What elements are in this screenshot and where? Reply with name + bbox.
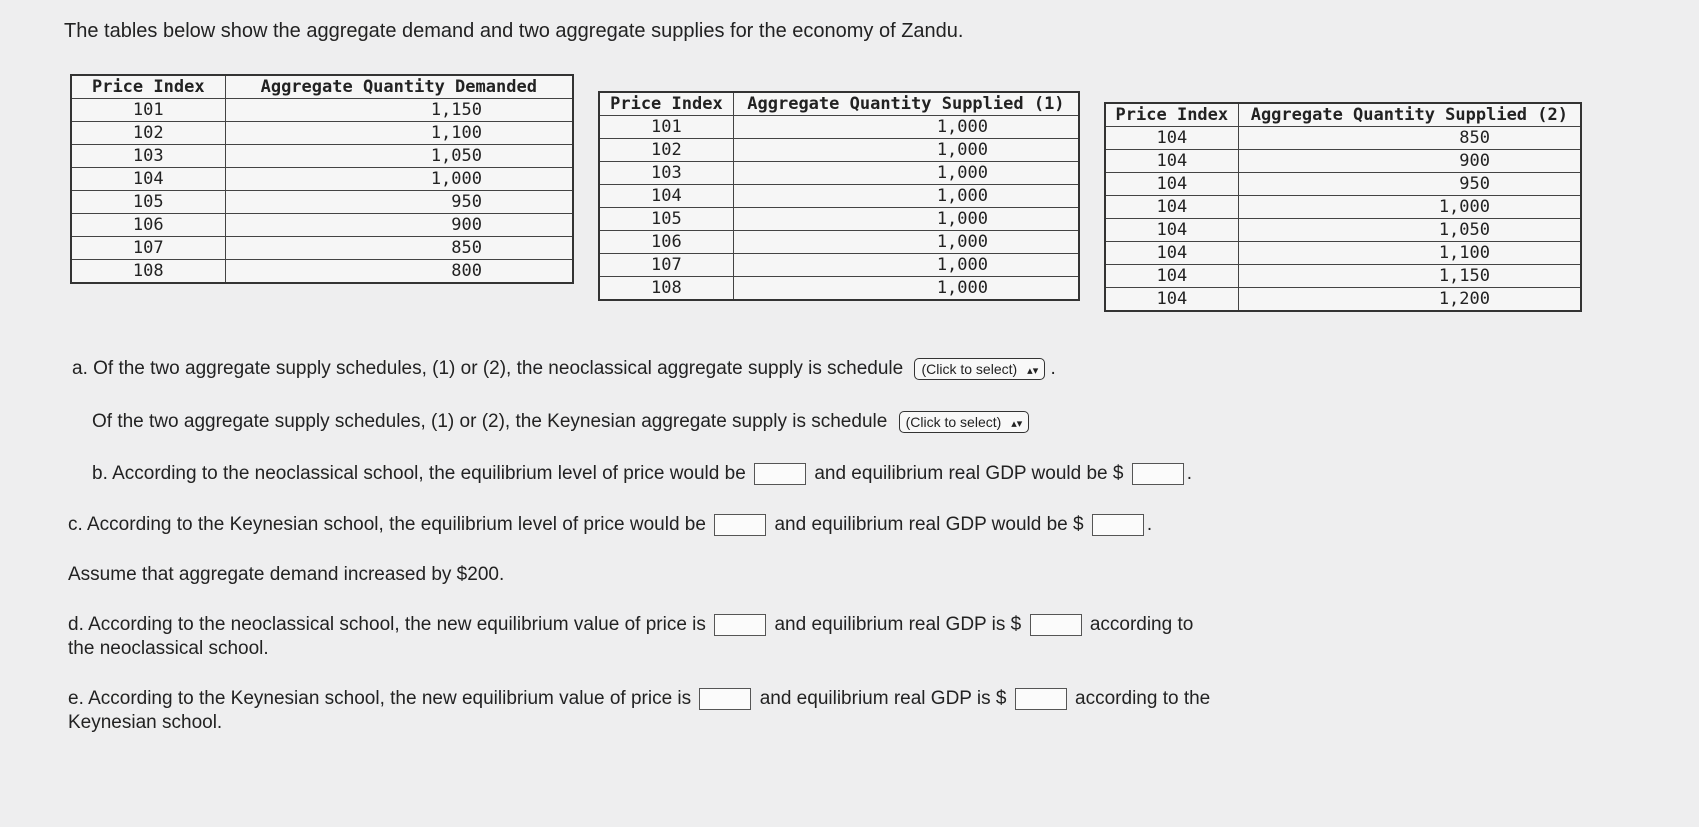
aggregate-supply-2-table bbox=[1104, 102, 1582, 312]
price-index-cell: 103 bbox=[599, 162, 733, 185]
question-a2: Of the two aggregate supply schedules, (1) or (2), the Keynesian aggregate supply is schedule (Click to select) ▴▾ bbox=[92, 411, 1029, 433]
quantity-cell: 950 bbox=[1238, 173, 1581, 196]
quantity-cell: 1,000 bbox=[733, 254, 1079, 277]
col-price-index: Price Index bbox=[71, 75, 225, 99]
price-index-cell: 105 bbox=[71, 191, 225, 214]
table-row bbox=[599, 254, 1079, 277]
quantity-cell: 1,100 bbox=[225, 122, 573, 145]
table-row bbox=[1105, 288, 1581, 312]
assume-text: Assume that aggregate demand increased by $200. bbox=[68, 564, 505, 585]
keynesian-gdp-input[interactable] bbox=[1092, 514, 1144, 536]
table-row bbox=[599, 231, 1079, 254]
table-row bbox=[1105, 219, 1581, 242]
aggregate-demand-table bbox=[70, 74, 574, 284]
quantity-cell: 1,000 bbox=[733, 208, 1079, 231]
intro-text: The tables below show the aggregate demand and two aggregate supplies for the economy of Zandu. bbox=[64, 20, 964, 42]
table-row bbox=[1105, 242, 1581, 265]
quantity-cell: 950 bbox=[225, 191, 573, 214]
quantity-cell: 1,000 bbox=[225, 168, 573, 191]
keynesian-schedule-select[interactable]: (Click to select) ▴▾ bbox=[899, 411, 1030, 433]
updown-icon: ▴▾ bbox=[1027, 365, 1039, 377]
quantity-cell: 1,000 bbox=[733, 162, 1079, 185]
updown-icon: ▴▾ bbox=[1011, 418, 1023, 430]
keynesian-price-input[interactable] bbox=[714, 514, 766, 536]
price-index-cell: 104 bbox=[1105, 150, 1238, 173]
col-quantity-demanded: Aggregate Quantity Demanded bbox=[225, 75, 573, 99]
table-row bbox=[599, 139, 1079, 162]
price-index-cell: 103 bbox=[71, 145, 225, 168]
quantity-cell: 1,200 bbox=[1238, 288, 1581, 312]
neoclassical-gdp-input[interactable] bbox=[1132, 463, 1184, 485]
table-row bbox=[599, 185, 1079, 208]
price-index-cell: 104 bbox=[599, 185, 733, 208]
quantity-cell: 1,150 bbox=[1238, 265, 1581, 288]
price-index-cell: 106 bbox=[71, 214, 225, 237]
new-keynesian-price-input[interactable] bbox=[699, 688, 751, 710]
quantity-cell: 1,000 bbox=[733, 139, 1079, 162]
table-row bbox=[1105, 265, 1581, 288]
price-index-cell: 107 bbox=[599, 254, 733, 277]
quantity-cell: 800 bbox=[225, 260, 573, 284]
table-row bbox=[599, 277, 1079, 301]
question-c: c. According to the Keynesian school, the equilibrium level of price would be and equilibrium real GDP would be $ . bbox=[68, 514, 1153, 536]
table-row bbox=[71, 99, 573, 122]
table-row bbox=[71, 168, 573, 191]
col-quantity-supplied-2: Aggregate Quantity Supplied (2) bbox=[1238, 103, 1581, 127]
aggregate-supply-1-table bbox=[598, 91, 1080, 301]
quantity-cell: 1,050 bbox=[1238, 219, 1581, 242]
new-neoclassical-price-input[interactable] bbox=[714, 614, 766, 636]
price-index-cell: 108 bbox=[71, 260, 225, 284]
price-index-cell: 104 bbox=[1105, 173, 1238, 196]
quantity-cell: 900 bbox=[1238, 150, 1581, 173]
price-index-cell: 104 bbox=[1105, 242, 1238, 265]
col-price-index: Price Index bbox=[1105, 103, 1238, 127]
price-index-cell: 101 bbox=[71, 99, 225, 122]
table-row bbox=[1105, 173, 1581, 196]
table-row bbox=[599, 162, 1079, 185]
price-index-cell: 104 bbox=[1105, 265, 1238, 288]
question-d-line2: the neoclassical school. bbox=[68, 638, 269, 659]
table-row bbox=[599, 208, 1079, 231]
col-price-index: Price Index bbox=[599, 92, 733, 116]
quantity-cell: 900 bbox=[225, 214, 573, 237]
price-index-cell: 104 bbox=[1105, 288, 1238, 312]
question-a1: a. Of the two aggregate supply schedules, (1) or (2), the neoclassical aggregate supply is schedule (Click to select) ▴▾ . bbox=[72, 358, 1056, 380]
quantity-cell: 1,000 bbox=[733, 231, 1079, 254]
table-row bbox=[71, 214, 573, 237]
new-keynesian-gdp-input[interactable] bbox=[1015, 688, 1067, 710]
table-row bbox=[1105, 127, 1581, 150]
quantity-cell: 1,050 bbox=[225, 145, 573, 168]
price-index-cell: 102 bbox=[599, 139, 733, 162]
table-row bbox=[71, 122, 573, 145]
price-index-cell: 101 bbox=[599, 116, 733, 139]
price-index-cell: 104 bbox=[1105, 127, 1238, 150]
price-index-cell: 104 bbox=[71, 168, 225, 191]
neoclassical-price-input[interactable] bbox=[754, 463, 806, 485]
price-index-cell: 102 bbox=[71, 122, 225, 145]
neoclassical-schedule-select[interactable]: (Click to select) ▴▾ bbox=[914, 358, 1045, 380]
quantity-cell: 1,000 bbox=[1238, 196, 1581, 219]
table-row bbox=[71, 260, 573, 284]
price-index-cell: 105 bbox=[599, 208, 733, 231]
quantity-cell: 1,100 bbox=[1238, 242, 1581, 265]
question-e-line2: Keynesian school. bbox=[68, 712, 223, 733]
question-b: b. According to the neoclassical school, the equilibrium level of price would be and equilibrium real GDP would be $ . bbox=[92, 463, 1192, 485]
quantity-cell: 1,000 bbox=[733, 185, 1079, 208]
table-row bbox=[1105, 196, 1581, 219]
price-index-cell: 106 bbox=[599, 231, 733, 254]
table-row bbox=[71, 237, 573, 260]
quantity-cell: 1,150 bbox=[225, 99, 573, 122]
question-e: e. According to the Keynesian school, the new equilibrium value of price is and equilibrium real GDP is $ according to the bbox=[68, 688, 1211, 710]
table-row bbox=[599, 116, 1079, 139]
quantity-cell: 1,000 bbox=[733, 116, 1079, 139]
quantity-cell: 1,000 bbox=[733, 277, 1079, 301]
price-index-cell: 107 bbox=[71, 237, 225, 260]
question-d: d. According to the neoclassical school, the new equilibrium value of price is and equilibrium real GDP is $ according to bbox=[68, 614, 1194, 636]
new-neoclassical-gdp-input[interactable] bbox=[1030, 614, 1082, 636]
table-row bbox=[71, 145, 573, 168]
price-index-cell: 108 bbox=[599, 277, 733, 301]
table-row bbox=[71, 191, 573, 214]
quantity-cell: 850 bbox=[225, 237, 573, 260]
price-index-cell: 104 bbox=[1105, 196, 1238, 219]
table-row bbox=[1105, 150, 1581, 173]
col-quantity-supplied-1: Aggregate Quantity Supplied (1) bbox=[733, 92, 1079, 116]
quantity-cell: 850 bbox=[1238, 127, 1581, 150]
price-index-cell: 104 bbox=[1105, 219, 1238, 242]
